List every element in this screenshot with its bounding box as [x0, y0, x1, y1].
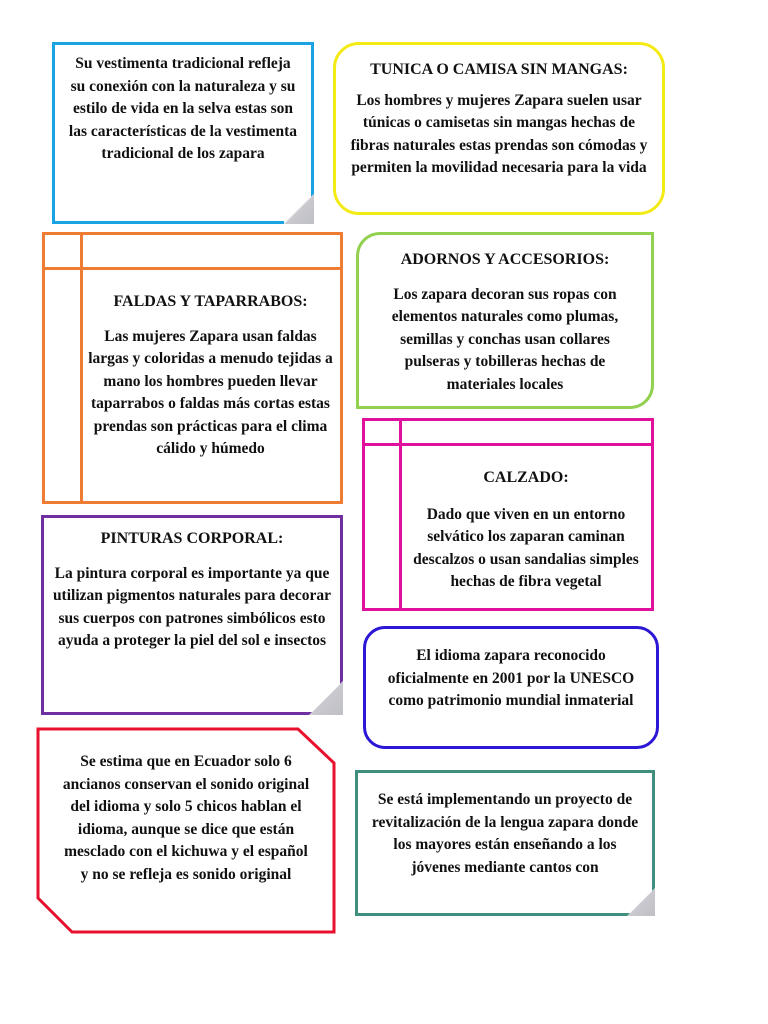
notebook-margin-line — [399, 421, 402, 608]
faldas-title: FALDAS Y TAPARRABOS: — [113, 293, 308, 310]
ecuador-text: Se estima que en Ecuador solo 6 ancianos conservan el sonido original del idioma y solo 5 chicos hablan el idioma, aunque se dice que están mesclado con el kichuwa y el español y no se refleja es sonido original — [62, 753, 310, 883]
intro-text: Su vestimenta tradicional refleja su conexión con la naturaleza y su estilo de vida en la selva estas son las características de la vestimenta tradicional de los zapara — [68, 55, 298, 162]
ecuador-card — [36, 727, 336, 934]
pinturas-text: La pintura corporal es importante ya que utilizan pigmentos naturales para decorar sus cuerpos con patrones simbólicos esto ayuda a proteger la piel del sol e insectos — [52, 564, 332, 649]
idioma-card — [363, 626, 659, 749]
calzado-text: Dado que viven en un entorno selvático los zaparan caminan descalzos o usan sandalias simples hechas de fibra vegetal — [413, 505, 639, 590]
faldas-text: Las mujeres Zapara usan faldas largas y coloridas a menudo tejidas a mano los hombres pueden llevar taparrabos o faldas más cortas estas prendas son prácticas para el clima cálido y húmedo — [88, 327, 333, 457]
adornos-text: Los zapara decoran sus ropas con elementos naturales como plumas, semillas y conchas usan collares pulseras y tobilleras hechas de materiales locales — [391, 285, 619, 393]
tunica-card — [333, 42, 665, 215]
adornos-title: ADORNOS Y ACCESORIOS: — [400, 251, 610, 268]
idioma-text: El idioma zapara reconocido oficialmente en 2001 por la UNESCO como patrimonio mundial inmaterial — [387, 647, 635, 709]
page-fold-icon — [627, 888, 655, 916]
tunica-title: TUNICA O CAMISA SIN MANGAS: — [370, 61, 628, 78]
notebook-margin-line — [80, 235, 83, 501]
tunica-text: Los hombres y mujeres Zapara suelen usar túnicas o camisetas sin mangas hechas de fibras naturales estas prendas son cómodas y permiten la movilidad necesaria para la vida — [350, 91, 648, 176]
proyecto-card — [355, 770, 655, 916]
calzado-card — [362, 418, 654, 611]
page-fold-icon — [309, 681, 343, 715]
adornos-card — [356, 232, 654, 409]
intro-card — [52, 42, 314, 224]
notebook-header-line — [365, 443, 651, 446]
proyecto-text: Se está implementando un proyecto de revitalización de la lengua zapara donde los mayores están enseñando a los jóvenes mediante cantos con — [371, 791, 639, 876]
page-fold-icon — [281, 194, 314, 224]
pinturas-card — [41, 515, 343, 715]
faldas-card — [42, 232, 343, 504]
notebook-header-line — [45, 267, 340, 270]
pinturas-title: PINTURAS CORPORAL: — [100, 530, 284, 547]
calzado-title: CALZADO: — [483, 469, 569, 486]
